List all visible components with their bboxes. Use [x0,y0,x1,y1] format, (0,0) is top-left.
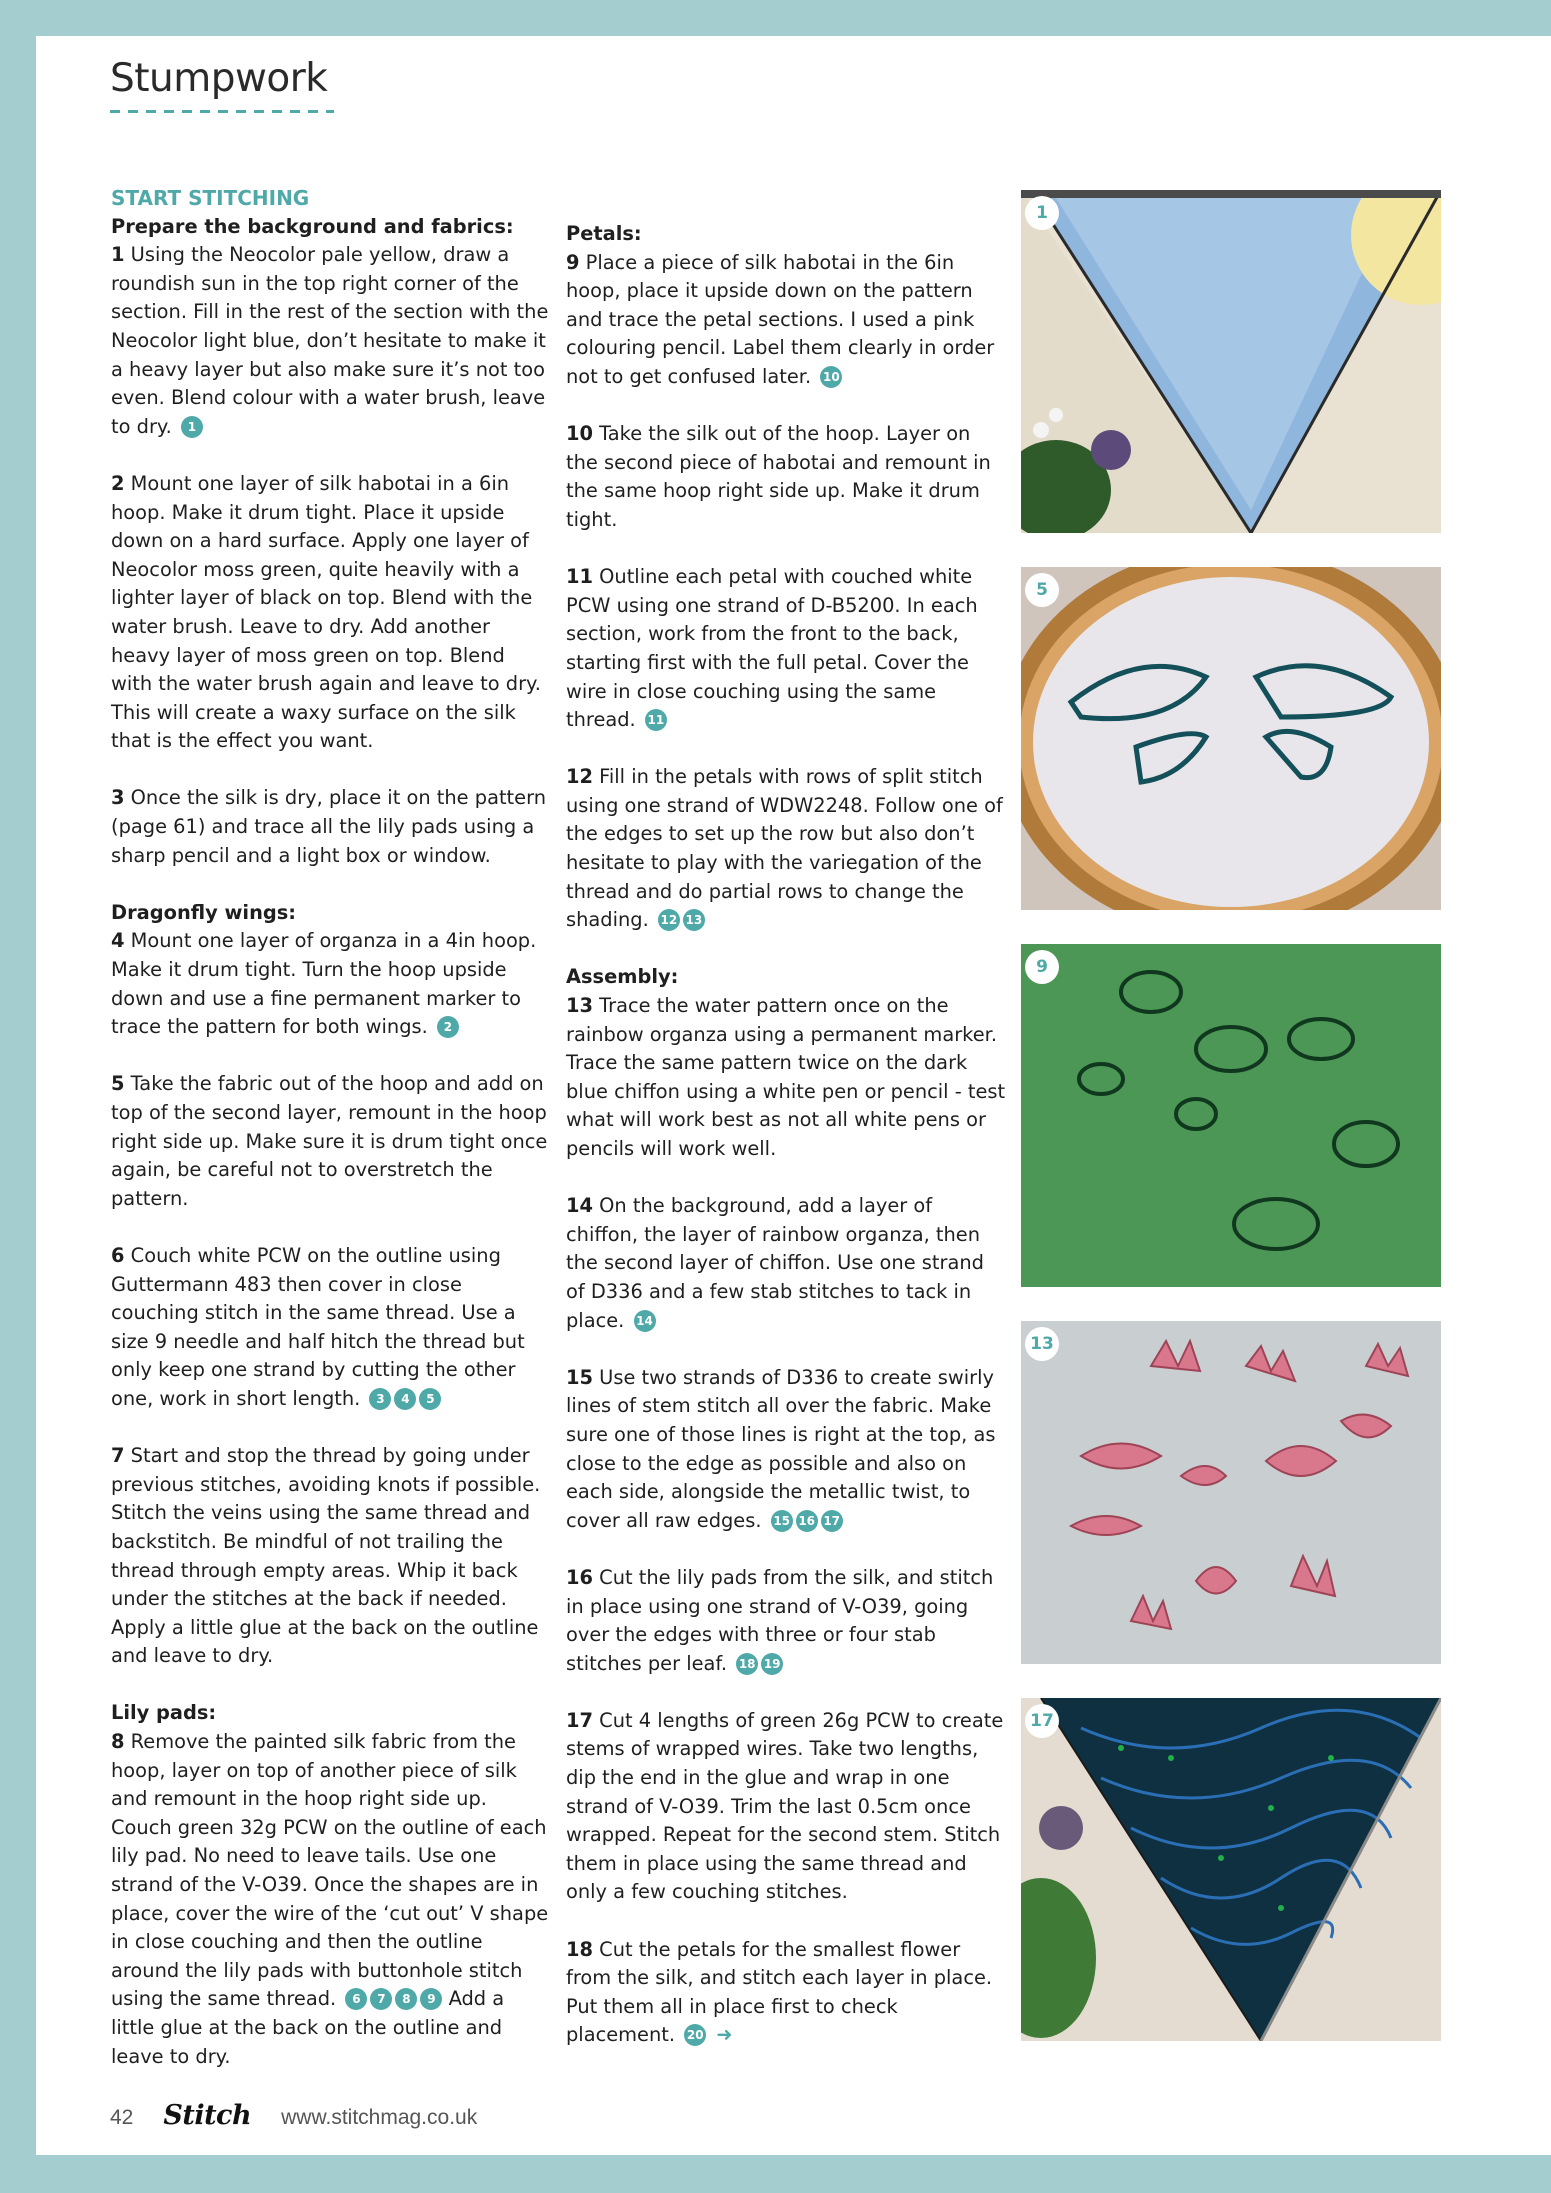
step-10 [566,420,1006,534]
step-text: Cut the petals for the smallest flower from the silk, and stitch each layer in place. Put them all in place first to check placement. [566,1937,993,2047]
step-text: Cut 4 lengths of green 26g PCW to create stems of wrapped wires. Take two lengths, dip the end in the glue and wrap in one strand of V-O39. Trim the last 0.5cm once wrapped. Repeat for the second stem. Stitch them in place using the same thread and only a few couching stitches. [566,1708,1004,1904]
step-text: Outline each petal with couched white PCW using one strand of D-B5200. In each section, work from the front to the back, starting first with the full petal. Cover the wire in close couching using the same thread. [566,565,978,732]
photo-ref-badge: 11 [645,709,667,731]
step-text: Trace the water pattern once on the rainbow organza using a permanent marker. Trace the same pattern twice on the dark blue chiffon using a white pen or pencil - test what will work best as not all white pens or pencils will work well. [566,994,1006,1160]
step-text: Couch white PCW on the outline using Guttermann 483 then cover in close couching stitch in the same thread. Use a size 9 needle and half hitch the thread but only keep one strand by cutting the other one, work in short length. [111,1243,525,1410]
assembly-heading: Assembly: [566,965,679,989]
magazine-logo: Stitch [163,2100,252,2131]
photo-ref-badge: 16 [796,1510,818,1532]
photo-label: 5 [1027,575,1057,605]
step-text: Use two strands of D336 to create swirly lines of stem stitch all over the fabric. Make sure one of those lines is right at the top, as close to the edge as possible and also on each side, alongside the metallic twist, to cover all raw edges. [566,1365,996,1532]
step-number: 9 [566,250,580,274]
photo-ref-badge: 12 [658,909,680,931]
page-number: 42 [110,2106,134,2129]
photo-label: 17 [1027,1706,1057,1736]
photo-ref-badge: 14 [634,1310,656,1332]
step-text: Cut the lily pads from the silk, and stitch in place using one strand of V-O39, going over the edges with three or four stab stitches per leaf. [566,1565,994,1675]
section-title: Stumpwork [110,56,328,101]
step-number: 3 [111,786,125,810]
photo-ref-badge: 13 [683,909,705,931]
step-number: 2 [111,471,125,495]
photo-ref-badge: 7 [370,1988,392,2010]
step-text: Once the silk is dry, place it on the pattern (page 61) and trace all the lily pads using a sharp pencil and a light box or window. [111,786,547,867]
step-16 [566,1564,1006,1678]
photo-ref-badge: 10 [820,366,842,388]
dragonfly-wings-image [1021,567,1441,910]
website-link[interactable]: www.stitchmag.co.uk [281,2106,478,2129]
photo-ref-badge: 5 [419,1388,441,1410]
step-1 [111,241,551,441]
instructions-column-1 [111,184,551,2071]
step-8 [111,1728,551,2071]
photo-ref-badge: 6 [345,1988,367,2010]
step-12 [566,763,1006,935]
step-6 [111,1242,551,1414]
continue-arrow-icon: ➜ [716,2023,733,2047]
step-number: 18 [566,1937,593,1961]
step-text: On the background, add a layer of chiffon, the layer of rainbow organza, then the second layer of chiffon. Use one strand of D336 and a few stab stitches to tack in place. [566,1194,984,1332]
step-number: 6 [111,1243,125,1267]
painted-sky-image [1021,190,1441,533]
photo-ref-badge: 2 [437,1016,459,1038]
step-number: 7 [111,1444,125,1468]
step-15 [566,1364,1006,1536]
step-text: Take the silk out of the hoop. Layer on the second piece of habotai and remount in the same hoop right side up. Make it drum tight. [566,422,991,531]
step-text: Fill in the petals with rows of split stitch using one strand of WDW2248. Follow one of the edges to set up the row but also don’t hesitate to play with the variegation of the thread and do partial rows to change the shading. [566,765,1003,932]
photo-ref-badge: 9 [420,1988,442,2010]
magazine-page [36,36,1551,2155]
photo-ref-badge: 18 [736,1653,758,1675]
water-section-image [1021,1698,1441,2041]
step-number: 16 [566,1565,593,1589]
step-number: 17 [566,1708,593,1732]
step-text: Start and stop the thread by going under previous stitches, avoiding knots if possible. Stitch the veins using the same thread and backstitch. Be mindful of not trailing the thread through empty areas. Whip it back under the stitches at the back if needed. Apply a little glue at the back on the outline and leave to dry. [111,1444,541,1668]
step-9 [566,249,1006,392]
step-number: 1 [111,243,125,267]
step-text-continued: Add a little glue at the back on the outline and leave to dry. [111,1987,505,2068]
photo-ref-badge: 1 [181,416,203,438]
photo-label: 9 [1027,952,1057,982]
step-text: Remove the painted silk fabric from the hoop, layer on top of another piece of silk and remount in the hoop right side up. Couch green 32g PCW on the outline of each lily pad. No need to leave tails. Use one strand of the V-O39. Once the shapes are in place, cover the wire of the ‘cut out’ V shape in close couching and then the outline around the lily pads with buttonhole stitch using the same thread. [111,1730,549,2011]
step-number: 8 [111,1730,125,1754]
step-17 [566,1707,1006,1907]
photo-ref-badge: 19 [761,1653,783,1675]
step-5 [111,1070,551,1213]
start-stitching-heading: START STITCHING [111,186,310,210]
step-number: 15 [566,1365,593,1389]
dragonfly-wings-heading: Dragonfly wings: [111,900,297,924]
photo-label: 13 [1027,1329,1057,1359]
step-13 [566,992,1006,1164]
step-number: 11 [566,565,593,589]
step-number: 12 [566,765,593,789]
petals-image [1021,1321,1441,1664]
instructions-column-2 [566,220,1006,2050]
photo-1 [1021,190,1441,533]
step-text: Place a piece of silk habotai in the 6in hoop, place it upside down on the pattern and trace the petal sections. I used a pink colouring pencil. Label them clearly in order not to get confused later. [566,250,995,388]
step-number: 13 [566,994,593,1018]
petals-heading: Petals: [566,222,642,245]
step-number: 10 [566,422,593,446]
step-text: Mount one layer of organza in a 4in hoop. Make it drum tight. Turn the hoop upside down and use a fine permanent marker to trace the pattern for both wings. [111,929,537,1039]
step-14 [566,1192,1006,1335]
step-number: 4 [111,929,125,953]
photo-ref-badge: 15 [771,1510,793,1532]
step-3 [111,784,551,870]
photo-ref-badge: 20 [684,2024,706,2046]
step-11 [566,563,1006,735]
step-4 [111,927,551,1041]
step-number: 5 [111,1072,125,1096]
photo-5 [1021,567,1441,910]
step-7 [111,1442,551,1671]
photo-9 [1021,944,1441,1287]
step-number: 14 [566,1194,593,1218]
step-text: Take the fabric out of the hoop and add on top of the second layer, remount in the hoop right side up. Make sure it is drum tight once again, be careful not to overstretch the pattern. [111,1072,548,1210]
section-title-underline [110,110,334,113]
photo-label: 1 [1027,198,1057,228]
photo-17 [1021,1698,1441,2041]
step-text: Mount one layer of silk habotai in a 6in hoop. Make it drum tight. Place it upside down on a hard surface. Apply one layer of Neocolor moss green, quite heavily with a lighter layer of black on top. Blend with the water brush. Leave to dry. Add another heavy layer of moss green on top. Blend with the water brush again and leave to dry. This will create a waxy surface on the silk that is the effect you want. [111,471,541,753]
lily-pads-image [1021,944,1441,1287]
photo-ref-badge: 4 [394,1388,416,1410]
photo-ref-badge: 3 [369,1388,391,1410]
photo-ref-badge: 17 [821,1510,843,1532]
lily-pads-heading: Lily pads: [111,1701,217,1725]
page-footer [110,2100,477,2132]
step-2 [111,470,551,756]
step-text: Using the Neocolor pale yellow, draw a roundish sun in the top right corner of the section. Fill in the rest of the section with the Neocolor light blue, don’t hesitate to make it a heavy layer but also make sure it’s not too even. Blend colour with a water brush, leave to dry. [111,243,549,438]
prepare-heading: Prepare the background and fabrics: [111,214,514,238]
photo-ref-badge: 8 [395,1988,417,2010]
step-18 [566,1936,1006,2050]
photo-13 [1021,1321,1441,1664]
